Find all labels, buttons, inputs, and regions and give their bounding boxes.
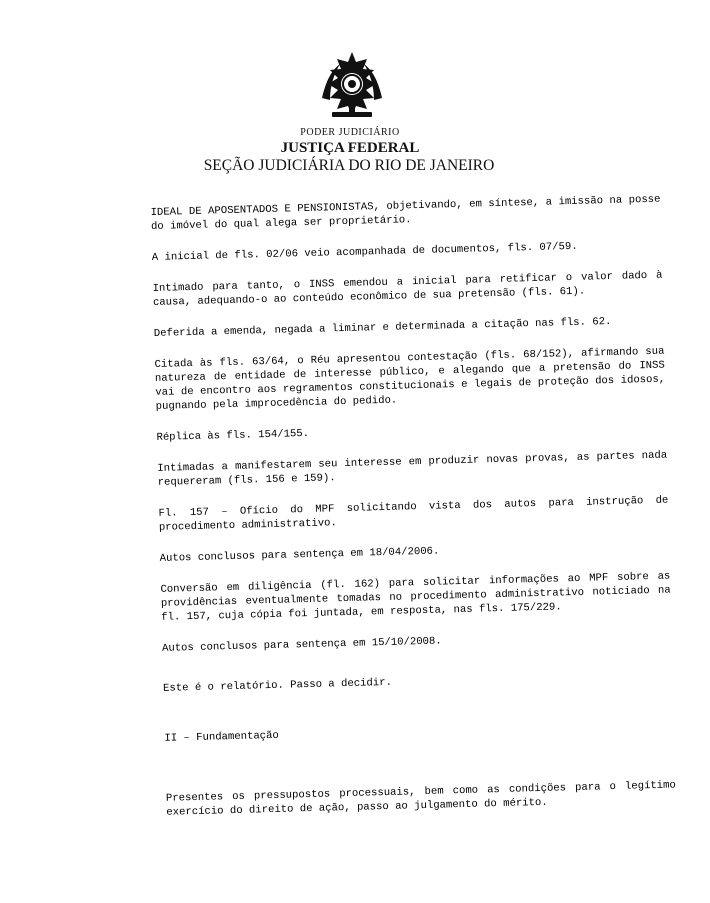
paragraph-deferral: Deferida a emenda, negada a liminar e determinada a citação nas fls. 62. <box>153 315 612 340</box>
paragraph-conclusion-2: Autos conclusos para sentença em 15/10/2008. <box>161 635 442 655</box>
paragraph-merits: Presentes os pressupostos processuais, bem como as condições para o legítimo exercício do direito de ação, passo ao julgamento do mérito. <box>165 779 683 819</box>
paragraph-contestation: Citada às fls. 63/64, o Réu apresentou contestação (fls. 68/152), afirmando sua natureza de entidade de interesse público, e alegando que a pretensão do INSS vai de encontro aos regramentos constitucionais e legais de proteção dos idosos, pugnando pela improcedência do pedido. <box>154 345 672 413</box>
header-federal-justice: JUSTIÇA FEDERAL <box>280 140 420 156</box>
section-heading: II – Fundamentação <box>164 729 279 745</box>
paragraph-report: Este é o relatório. Passo a decidir. <box>162 676 393 695</box>
paragraph-mpf-office: Fl. 157 – Ofício do MPF solicitando vista dos autos para instrução de procedimento administrativo. <box>158 494 675 534</box>
paragraph-intro: IDEAL DE APOSENTADOS E PENSIONISTAS, objetivando, em síntese, a imissão na posse do imóvel do qual alega ser proprietário. <box>150 193 667 233</box>
header-judiciary: PODER JUDICIÁRIO <box>300 127 400 138</box>
paragraph-reply: Réplica às fls. 154/155. <box>156 427 310 444</box>
paragraph-evidence: Intimadas a manifestarem seu interesse em produzir novas provas, as partes nada requereram (fls. 156 e 159). <box>157 449 674 489</box>
header-judicial-section: SEÇÃO JUDICIÁRIA DO RIO DE JANEIRO <box>203 157 495 174</box>
document-body <box>150 175 683 820</box>
paragraph-diligence: Conversão em diligência (fl. 162) para solicitar informações ao MPF sobre as providências eventualmente tomadas no procedimento administrativo noticiado na fl. 157, cuja cópia foi juntada, em resposta, nas fls. 175/229. <box>160 570 678 624</box>
paragraph-conclusion-1: Autos conclusos para sentença em 18/04/2006. <box>159 545 440 565</box>
paragraph-initial: A inicial de fls. 02/06 veio acompanhada de documentos, fls. 07/59. <box>151 240 578 264</box>
paragraph-amendment: Intimado para tanto, o INSS emendou a inicial para retificar o valor dado à causa, adequando-o ao conteúdo econômico de sua pretensão (fls. 61). <box>152 269 669 309</box>
brazil-coat-of-arms-icon <box>316 50 388 120</box>
